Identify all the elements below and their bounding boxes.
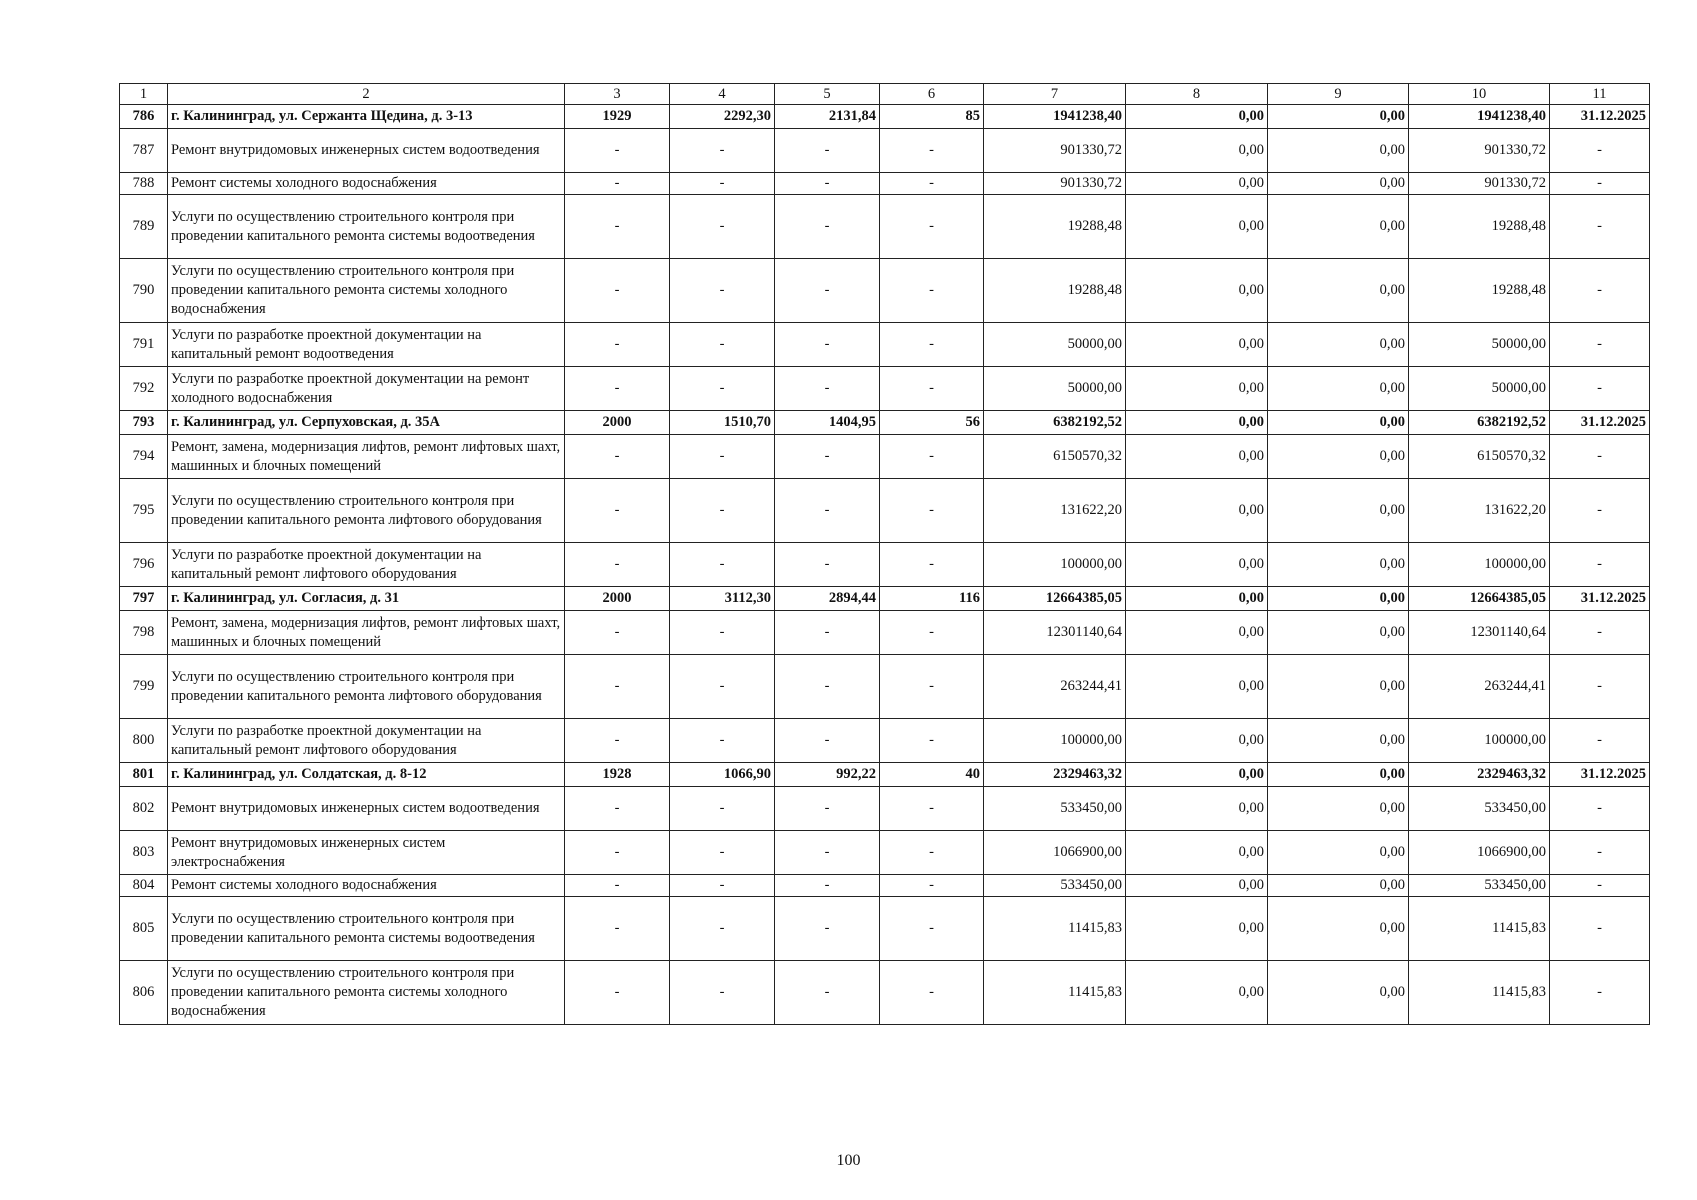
cell-col-6: - [880,173,984,195]
cell-col-5: - [775,719,880,763]
cell-col-3: 2000 [565,587,670,611]
work-item-row [120,719,1650,763]
cell-col-11: - [1550,323,1650,367]
cell-col-7: 12301140,64 [984,611,1126,655]
column-number: 6 [880,84,984,105]
row-description: г. Калининград, ул. Согласия, д. 31 [168,587,565,611]
cell-col-4: - [670,611,775,655]
cell-col-10: 2329463,32 [1409,763,1550,787]
cell-col-7: 50000,00 [984,367,1126,411]
cell-col-8: 0,00 [1126,719,1268,763]
row-description: Ремонт внутридомовых инженерных систем водоотведения [168,129,565,173]
cell-col-8: 0,00 [1126,961,1268,1025]
cell-col-8: 0,00 [1126,897,1268,961]
row-number: 786 [120,105,168,129]
cell-col-4: - [670,655,775,719]
cell-col-6: - [880,655,984,719]
cell-col-5: - [775,173,880,195]
work-item-row [120,173,1650,195]
work-item-row [120,961,1650,1025]
cell-col-4: - [670,479,775,543]
cell-col-7: 533450,00 [984,875,1126,897]
cell-col-5: 2131,84 [775,105,880,129]
row-number: 791 [120,323,168,367]
cell-col-8: 0,00 [1126,543,1268,587]
row-number: 789 [120,195,168,259]
work-item-row [120,435,1650,479]
cell-col-11: 31.12.2025 [1550,411,1650,435]
column-number: 10 [1409,84,1550,105]
cell-col-10: 6382192,52 [1409,411,1550,435]
cell-col-3: - [565,831,670,875]
cell-col-3: - [565,897,670,961]
cell-col-11: - [1550,897,1650,961]
cell-col-9: 0,00 [1268,897,1409,961]
cell-col-7: 11415,83 [984,961,1126,1025]
cell-col-4: 2292,30 [670,105,775,129]
cell-col-6: 116 [880,587,984,611]
cell-col-8: 0,00 [1126,763,1268,787]
row-description: Услуги по осуществлению строительного контроля при проведении капитального ремонта лифтового оборудования [168,479,565,543]
cell-col-7: 533450,00 [984,787,1126,831]
row-description: г. Калининград, ул. Серпуховская, д. 35А [168,411,565,435]
cell-col-6: - [880,543,984,587]
cell-col-9: 0,00 [1268,479,1409,543]
cell-col-8: 0,00 [1126,611,1268,655]
cell-col-9: 0,00 [1268,587,1409,611]
row-number: 806 [120,961,168,1025]
cell-col-10: 533450,00 [1409,875,1550,897]
cell-col-11: - [1550,435,1650,479]
cell-col-9: 0,00 [1268,763,1409,787]
cell-col-10: 263244,41 [1409,655,1550,719]
row-number: 800 [120,719,168,763]
cell-col-9: 0,00 [1268,195,1409,259]
cell-col-10: 19288,48 [1409,195,1550,259]
cell-col-11: - [1550,479,1650,543]
cell-col-4: - [670,875,775,897]
cell-col-5: - [775,323,880,367]
work-item-row [120,129,1650,173]
cell-col-6: 56 [880,411,984,435]
work-item-row [120,323,1650,367]
cell-col-5: - [775,897,880,961]
row-number: 801 [120,763,168,787]
cell-col-11: 31.12.2025 [1550,763,1650,787]
column-number: 9 [1268,84,1409,105]
cell-col-6: - [880,129,984,173]
work-item-row [120,611,1650,655]
cell-col-9: 0,00 [1268,655,1409,719]
cell-col-7: 6150570,32 [984,435,1126,479]
cell-col-9: 0,00 [1268,411,1409,435]
cell-col-7: 12664385,05 [984,587,1126,611]
row-number: 795 [120,479,168,543]
work-item-row [120,875,1650,897]
cell-col-4: 1066,90 [670,763,775,787]
cell-col-5: - [775,259,880,323]
cell-col-3: - [565,129,670,173]
cell-col-11: - [1550,367,1650,411]
cell-col-10: 100000,00 [1409,719,1550,763]
cell-col-9: 0,00 [1268,173,1409,195]
cell-col-3: - [565,719,670,763]
cell-col-7: 1941238,40 [984,105,1126,129]
row-number: 798 [120,611,168,655]
row-number: 796 [120,543,168,587]
row-number: 797 [120,587,168,611]
work-item-row [120,787,1650,831]
cell-col-8: 0,00 [1126,173,1268,195]
cell-col-3: - [565,435,670,479]
cell-col-10: 1066900,00 [1409,831,1550,875]
cell-col-4: - [670,173,775,195]
row-number: 802 [120,787,168,831]
cell-col-3: - [565,367,670,411]
cell-col-3: - [565,875,670,897]
row-description: Ремонт, замена, модернизация лифтов, ремонт лифтовых шахт, машинных и блочных помещений [168,611,565,655]
cell-col-6: - [880,259,984,323]
cell-col-9: 0,00 [1268,323,1409,367]
cell-col-10: 50000,00 [1409,367,1550,411]
cell-col-8: 0,00 [1126,875,1268,897]
cell-col-5: - [775,543,880,587]
row-number: 804 [120,875,168,897]
cell-col-6: - [880,831,984,875]
cell-col-3: - [565,323,670,367]
address-row [120,587,1650,611]
cell-col-8: 0,00 [1126,787,1268,831]
cell-col-10: 50000,00 [1409,323,1550,367]
cell-col-3: 1929 [565,105,670,129]
cell-col-9: 0,00 [1268,543,1409,587]
cell-col-11: - [1550,129,1650,173]
cell-col-4: - [670,195,775,259]
cell-col-11: 31.12.2025 [1550,587,1650,611]
cell-col-4: - [670,897,775,961]
cell-col-3: 2000 [565,411,670,435]
cell-col-6: - [880,875,984,897]
cell-col-10: 11415,83 [1409,961,1550,1025]
cell-col-11: - [1550,787,1650,831]
cell-col-10: 12664385,05 [1409,587,1550,611]
cell-col-10: 901330,72 [1409,173,1550,195]
cell-col-4: 1510,70 [670,411,775,435]
cell-col-4: - [670,831,775,875]
cell-col-4: - [670,719,775,763]
column-number: 7 [984,84,1126,105]
cell-col-3: - [565,195,670,259]
cell-col-3: - [565,479,670,543]
work-item-row [120,367,1650,411]
cell-col-7: 11415,83 [984,897,1126,961]
column-number-header-row [120,84,1650,105]
cell-col-8: 0,00 [1126,129,1268,173]
row-number: 799 [120,655,168,719]
column-number: 8 [1126,84,1268,105]
cell-col-5: 2894,44 [775,587,880,611]
row-number: 805 [120,897,168,961]
row-description: Услуги по разработке проектной документации на капитальный ремонт лифтового оборудования [168,543,565,587]
cell-col-7: 901330,72 [984,129,1126,173]
cell-col-3: - [565,787,670,831]
cell-col-6: 40 [880,763,984,787]
row-description: Ремонт системы холодного водоснабжения [168,173,565,195]
cell-col-4: - [670,129,775,173]
cell-col-7: 100000,00 [984,719,1126,763]
cell-col-3: - [565,173,670,195]
cell-col-8: 0,00 [1126,655,1268,719]
cell-col-7: 263244,41 [984,655,1126,719]
cell-col-6: - [880,323,984,367]
cell-col-6: - [880,367,984,411]
cell-col-8: 0,00 [1126,105,1268,129]
cell-col-7: 19288,48 [984,195,1126,259]
cell-col-5: - [775,875,880,897]
cell-col-8: 0,00 [1126,323,1268,367]
column-number: 2 [168,84,565,105]
cell-col-11: 31.12.2025 [1550,105,1650,129]
cell-col-9: 0,00 [1268,105,1409,129]
cell-col-6: - [880,611,984,655]
row-description: Услуги по осуществлению строительного контроля при проведении капитального ремонта системы водоотведения [168,195,565,259]
work-item-row [120,897,1650,961]
cell-col-4: - [670,367,775,411]
cell-col-8: 0,00 [1126,411,1268,435]
cell-col-7: 2329463,32 [984,763,1126,787]
cell-col-10: 533450,00 [1409,787,1550,831]
row-number: 793 [120,411,168,435]
cell-col-4: 3112,30 [670,587,775,611]
cell-col-6: - [880,961,984,1025]
cell-col-5: - [775,831,880,875]
cell-col-6: - [880,479,984,543]
cell-col-5: 1404,95 [775,411,880,435]
cell-col-11: - [1550,719,1650,763]
row-description: Услуги по разработке проектной документации на капитальный ремонт водоотведения [168,323,565,367]
address-row [120,105,1650,129]
row-description: Услуги по разработке проектной документации на капитальный ремонт лифтового оборудования [168,719,565,763]
cell-col-11: - [1550,543,1650,587]
row-number: 788 [120,173,168,195]
cell-col-3: 1928 [565,763,670,787]
cell-col-10: 100000,00 [1409,543,1550,587]
cell-col-5: - [775,435,880,479]
row-description: г. Калининград, ул. Сержанта Щедина, д. 3-13 [168,105,565,129]
cell-col-6: - [880,435,984,479]
cell-col-8: 0,00 [1126,479,1268,543]
column-number: 1 [120,84,168,105]
cell-col-8: 0,00 [1126,259,1268,323]
row-description: Ремонт, замена, модернизация лифтов, ремонт лифтовых шахт, машинных и блочных помещений [168,435,565,479]
column-number: 11 [1550,84,1650,105]
cell-col-8: 0,00 [1126,195,1268,259]
cell-col-6: 85 [880,105,984,129]
cell-col-8: 0,00 [1126,831,1268,875]
cell-col-9: 0,00 [1268,367,1409,411]
cell-col-9: 0,00 [1268,787,1409,831]
document-table-wrapper [119,83,1650,1025]
cell-col-3: - [565,543,670,587]
work-item-row [120,543,1650,587]
page-number: 100 [836,1152,861,1169]
cell-col-10: 6150570,32 [1409,435,1550,479]
cell-col-5: - [775,787,880,831]
cell-col-9: 0,00 [1268,875,1409,897]
row-number: 803 [120,831,168,875]
cell-col-7: 1066900,00 [984,831,1126,875]
row-number: 792 [120,367,168,411]
column-number: 5 [775,84,880,105]
cell-col-6: - [880,195,984,259]
cell-col-8: 0,00 [1126,435,1268,479]
row-description: Услуги по разработке проектной документации на ремонт холодного водоснабжения [168,367,565,411]
cell-col-5: - [775,961,880,1025]
cell-col-5: - [775,367,880,411]
cell-col-9: 0,00 [1268,719,1409,763]
cell-col-11: - [1550,875,1650,897]
cell-col-11: - [1550,195,1650,259]
cell-col-5: - [775,129,880,173]
cell-col-9: 0,00 [1268,831,1409,875]
cell-col-4: - [670,961,775,1025]
cell-col-10: 12301140,64 [1409,611,1550,655]
cell-col-4: - [670,787,775,831]
cell-col-10: 19288,48 [1409,259,1550,323]
column-number: 3 [565,84,670,105]
row-description: Ремонт внутридомовых инженерных систем водоотведения [168,787,565,831]
cell-col-7: 901330,72 [984,173,1126,195]
cell-col-7: 100000,00 [984,543,1126,587]
cell-col-5: - [775,611,880,655]
row-description: Услуги по осуществлению строительного контроля при проведении капитального ремонта системы холодного водоснабжения [168,961,565,1025]
cell-col-7: 6382192,52 [984,411,1126,435]
cell-col-11: - [1550,259,1650,323]
cell-col-11: - [1550,655,1650,719]
work-item-row [120,655,1650,719]
cell-col-9: 0,00 [1268,611,1409,655]
cell-col-9: 0,00 [1268,129,1409,173]
cell-col-5: - [775,195,880,259]
cell-col-11: - [1550,831,1650,875]
row-description: Ремонт системы холодного водоснабжения [168,875,565,897]
cell-col-10: 1941238,40 [1409,105,1550,129]
cell-col-6: - [880,897,984,961]
cell-col-7: 131622,20 [984,479,1126,543]
column-number: 4 [670,84,775,105]
cell-col-11: - [1550,173,1650,195]
cell-col-5: 992,22 [775,763,880,787]
cell-col-11: - [1550,961,1650,1025]
work-item-row [120,259,1650,323]
cell-col-8: 0,00 [1126,367,1268,411]
cell-col-4: - [670,323,775,367]
cell-col-10: 901330,72 [1409,129,1550,173]
address-row [120,411,1650,435]
cell-col-3: - [565,961,670,1025]
cell-col-9: 0,00 [1268,435,1409,479]
work-item-row [120,479,1650,543]
cell-col-7: 19288,48 [984,259,1126,323]
row-description: Услуги по осуществлению строительного контроля при проведении капитального ремонта системы холодного водоснабжения [168,259,565,323]
work-item-row [120,831,1650,875]
row-number: 794 [120,435,168,479]
cell-col-8: 0,00 [1126,587,1268,611]
row-description: Услуги по осуществлению строительного контроля при проведении капитального ремонта системы водоотведения [168,897,565,961]
work-item-row [120,195,1650,259]
cell-col-5: - [775,655,880,719]
row-number: 787 [120,129,168,173]
cell-col-11: - [1550,611,1650,655]
cell-col-4: - [670,543,775,587]
cell-col-3: - [565,611,670,655]
address-row [120,763,1650,787]
cell-col-10: 131622,20 [1409,479,1550,543]
cell-col-3: - [565,655,670,719]
cell-col-6: - [880,719,984,763]
cell-col-4: - [670,259,775,323]
table-body [120,84,1650,1025]
cell-col-3: - [565,259,670,323]
cell-col-7: 50000,00 [984,323,1126,367]
cell-col-10: 11415,83 [1409,897,1550,961]
cell-col-4: - [670,435,775,479]
row-description: г. Калининград, ул. Солдатская, д. 8-12 [168,763,565,787]
cell-col-9: 0,00 [1268,259,1409,323]
cell-col-6: - [880,787,984,831]
row-number: 790 [120,259,168,323]
row-description: Ремонт внутридомовых инженерных систем электроснабжения [168,831,565,875]
row-description: Услуги по осуществлению строительного контроля при проведении капитального ремонта лифтового оборудования [168,655,565,719]
capital-repair-table [119,83,1650,1025]
cell-col-9: 0,00 [1268,961,1409,1025]
cell-col-5: - [775,479,880,543]
